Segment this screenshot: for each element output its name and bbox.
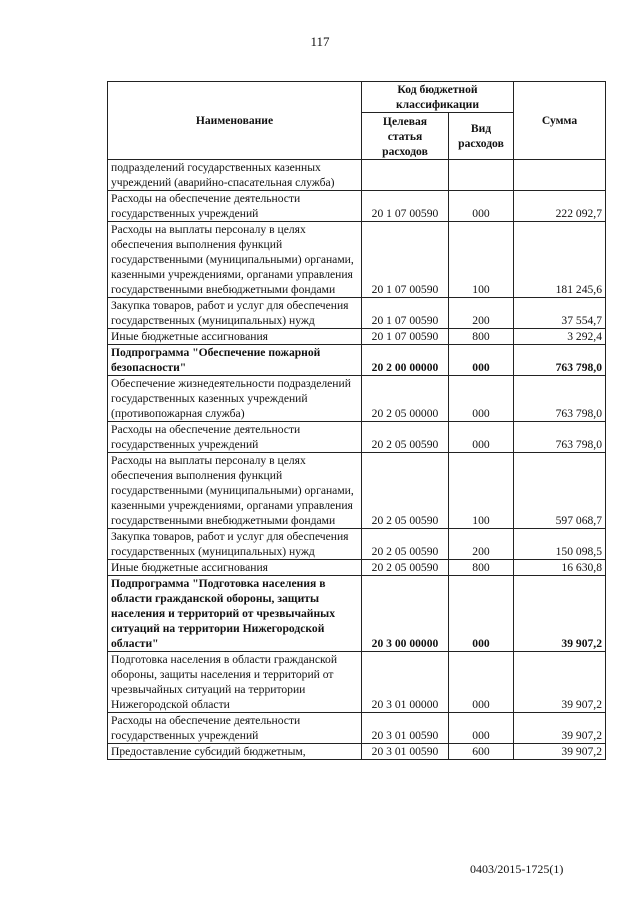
row-name-cell: Иные бюджетные ассигнования: [108, 560, 362, 576]
row-sum-cell: 150 098,5: [514, 529, 606, 560]
table-row: [108, 560, 606, 576]
row-kind-cell: 000: [449, 713, 514, 744]
row-kind-cell: 100: [449, 453, 514, 529]
row-kind-cell: 000: [449, 422, 514, 453]
document-id: 0403/2015-1725(1): [470, 862, 564, 876]
row-code-cell: 20 3 01 00000: [362, 652, 449, 713]
row-code-cell: 20 2 05 00590: [362, 422, 449, 453]
row-kind-cell: 000: [449, 345, 514, 376]
row-code-cell: 20 1 07 00590: [362, 191, 449, 222]
budget-table: [107, 81, 606, 760]
table-row: [108, 576, 606, 652]
row-code-cell: 20 1 07 00590: [362, 298, 449, 329]
table-row: [108, 652, 606, 713]
table-row: [108, 160, 606, 191]
row-name-cell: Расходы на выплаты персоналу в целях обеспечения выполнения функций государственными (муниципальными) органами, казенными учреждениями, органами управления государственными внебюджетными фондами: [108, 453, 362, 529]
row-name-cell: Подготовка населения в области гражданской обороны, защиты населения и территорий от чрезвычайных ситуаций на территории Нижегородской области: [108, 652, 362, 713]
row-code-cell: 20 3 00 00000: [362, 576, 449, 652]
header-sum: Сумма: [514, 82, 606, 160]
row-code-cell: 20 2 05 00590: [362, 529, 449, 560]
table-row: [108, 453, 606, 529]
row-sum-cell: 763 798,0: [514, 422, 606, 453]
table-row: [108, 376, 606, 422]
row-kind-cell: 000: [449, 576, 514, 652]
row-code-cell: 20 1 07 00590: [362, 222, 449, 298]
row-sum-cell: 39 907,2: [514, 713, 606, 744]
row-name-cell: Подпрограмма "Подготовка населения в области гражданской обороны, защиты населения и территорий от чрезвычайных ситуаций на территории Нижегородской области": [108, 576, 362, 652]
row-sum-cell: 39 907,2: [514, 576, 606, 652]
page-number: 117: [310, 34, 330, 49]
row-name-cell: Закупка товаров, работ и услуг для обеспечения государственных (муниципальных) нужд: [108, 298, 362, 329]
row-kind-cell: 100: [449, 222, 514, 298]
row-kind-cell: [449, 160, 514, 191]
table-row: [108, 422, 606, 453]
row-sum-cell: 16 630,8: [514, 560, 606, 576]
row-kind-cell: 600: [449, 744, 514, 760]
row-sum-cell: 763 798,0: [514, 345, 606, 376]
table-row: [108, 744, 606, 760]
row-code-cell: 20 3 01 00590: [362, 744, 449, 760]
row-name-cell: Иные бюджетные ассигнования: [108, 329, 362, 345]
row-name-cell: Расходы на обеспечение деятельности государственных учреждений: [108, 713, 362, 744]
row-sum-cell: 222 092,7: [514, 191, 606, 222]
table-row: [108, 329, 606, 345]
row-kind-cell: 000: [449, 191, 514, 222]
row-sum-cell: 597 068,7: [514, 453, 606, 529]
table-row: [108, 345, 606, 376]
row-code-cell: 20 1 07 00590: [362, 329, 449, 345]
row-sum-cell: 39 907,2: [514, 744, 606, 760]
header-kind: Вид расходов: [449, 113, 514, 160]
row-code-cell: 20 2 00 00000: [362, 345, 449, 376]
row-kind-cell: 000: [449, 652, 514, 713]
row-sum-cell: 763 798,0: [514, 376, 606, 422]
row-name-cell: Расходы на обеспечение деятельности государственных учреждений: [108, 191, 362, 222]
table-row: [108, 529, 606, 560]
table-row: [108, 713, 606, 744]
table-row: [108, 222, 606, 298]
row-kind-cell: 200: [449, 529, 514, 560]
row-name-cell: подразделений государственных казенных учреждений (аварийно-спасательная служба): [108, 160, 362, 191]
table-row: [108, 298, 606, 329]
row-sum-cell: 37 554,7: [514, 298, 606, 329]
row-code-cell: 20 3 01 00590: [362, 713, 449, 744]
header-name: Наименование: [108, 82, 362, 160]
row-code-cell: 20 2 05 00590: [362, 453, 449, 529]
row-name-cell: Расходы на обеспечение деятельности государственных учреждений: [108, 422, 362, 453]
header-row: [108, 82, 606, 113]
table-row: [108, 191, 606, 222]
row-sum-cell: [514, 160, 606, 191]
row-kind-cell: 800: [449, 560, 514, 576]
row-code-cell: [362, 160, 449, 191]
row-name-cell: Подпрограмма "Обеспечение пожарной безопасности": [108, 345, 362, 376]
row-code-cell: 20 2 05 00000: [362, 376, 449, 422]
row-sum-cell: 181 245,6: [514, 222, 606, 298]
table-body: [108, 160, 606, 760]
row-kind-cell: 200: [449, 298, 514, 329]
row-name-cell: Закупка товаров, работ и услуг для обеспечения государственных (муниципальных) нужд: [108, 529, 362, 560]
row-kind-cell: 000: [449, 376, 514, 422]
row-code-cell: 20 2 05 00590: [362, 560, 449, 576]
header-code-group: Код бюджетной классификации: [362, 82, 514, 113]
header-target: Целевая статья расходов: [362, 113, 449, 160]
row-name-cell: Расходы на выплаты персоналу в целях обеспечения выполнения функций государственными (муниципальными) органами, казенными учреждениями, органами управления государственными внебюджетными фондами: [108, 222, 362, 298]
row-kind-cell: 800: [449, 329, 514, 345]
row-sum-cell: 39 907,2: [514, 652, 606, 713]
row-name-cell: Обеспечение жизнедеятельности подразделений государственных казенных учреждений (противопожарная служба): [108, 376, 362, 422]
row-name-cell: Предоставление субсидий бюджетным,: [108, 744, 362, 760]
row-sum-cell: 3 292,4: [514, 329, 606, 345]
